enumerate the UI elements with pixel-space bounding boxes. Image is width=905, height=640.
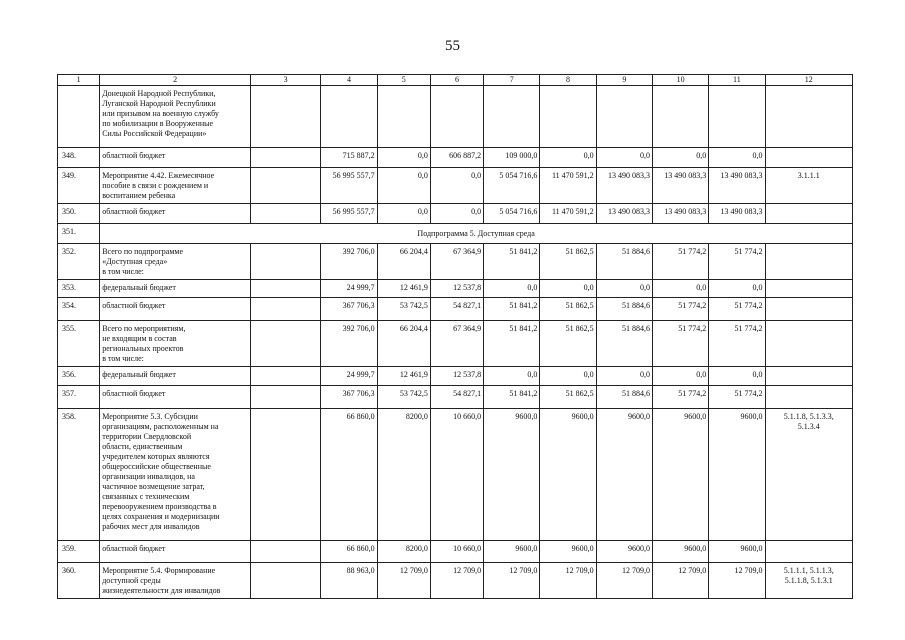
value-cell: [540, 86, 596, 148]
table-row: [58, 409, 853, 541]
empty-cell: [250, 321, 320, 367]
value-cell: 51 774,2: [709, 321, 765, 367]
target-code: [765, 244, 852, 280]
value-cell: 54 827,1: [430, 386, 483, 409]
description-line: Всего по подпрограмме: [102, 247, 184, 256]
table-body: [58, 86, 853, 599]
value-cell: 12 709,0: [596, 563, 652, 599]
target-code-line: 3.1.1.1: [797, 171, 820, 180]
description-line: областной бюджет: [102, 389, 166, 398]
target-code: [765, 298, 852, 321]
value-cell: [596, 86, 652, 148]
column-header: 11: [709, 75, 765, 86]
value-cell: 8200,0: [377, 409, 430, 541]
value-cell: 10 660,0: [430, 541, 483, 563]
row-description: [100, 148, 251, 168]
value-cell: 66 860,0: [321, 409, 377, 541]
description-line: федеральный бюджет: [102, 370, 176, 379]
table-row: [58, 386, 853, 409]
value-cell: [652, 86, 708, 148]
value-cell: 9600,0: [652, 409, 708, 541]
description-line: Донецкой Народной Республики,: [102, 89, 216, 98]
row-index: 354.: [58, 298, 100, 321]
value-cell: 12 709,0: [709, 563, 765, 599]
description-line: рабочих мест для инвалидов: [102, 522, 200, 531]
column-header: 5: [377, 75, 430, 86]
value-cell: 0,0: [709, 280, 765, 298]
value-cell: 51 774,2: [652, 244, 708, 280]
value-cell: [709, 86, 765, 148]
description-line: Мероприятие 5.3. Субсидии: [102, 412, 198, 421]
value-cell: 56 995 557,7: [321, 168, 377, 204]
description-line: целях сохранения и модернизации: [102, 512, 220, 521]
value-cell: 67 364,9: [430, 244, 483, 280]
value-cell: 53 742,5: [377, 386, 430, 409]
description-line: федеральный бюджет: [102, 283, 176, 292]
value-cell: 12 709,0: [377, 563, 430, 599]
target-code: [765, 148, 852, 168]
description-line: областной бюджет: [102, 151, 166, 160]
empty-cell: [250, 148, 320, 168]
value-cell: 0,0: [652, 148, 708, 168]
row-index: 358.: [58, 409, 100, 541]
column-header: 7: [484, 75, 540, 86]
value-cell: 9600,0: [540, 409, 596, 541]
value-cell: 0,0: [540, 367, 596, 386]
description-line: «Доступная среда»: [102, 257, 168, 266]
value-cell: 51 841,2: [484, 298, 540, 321]
row-index: 353.: [58, 280, 100, 298]
description-line: не входящим в состав: [102, 334, 177, 343]
value-cell: 0,0: [430, 168, 483, 204]
empty-cell: [250, 298, 320, 321]
description-line: Мероприятие 4.42. Ежемесячное: [102, 171, 215, 180]
description-line: частичное возмещение затрат,: [102, 482, 205, 491]
value-cell: 51 774,2: [652, 321, 708, 367]
row-index: 357.: [58, 386, 100, 409]
value-cell: 51 774,2: [709, 386, 765, 409]
value-cell: 51 841,2: [484, 244, 540, 280]
value-cell: 5 054 716,6: [484, 204, 540, 224]
value-cell: 9600,0: [709, 409, 765, 541]
value-cell: 392 706,0: [321, 244, 377, 280]
table-row: [58, 563, 853, 599]
value-cell: 12 709,0: [430, 563, 483, 599]
value-cell: 12 537,8: [430, 367, 483, 386]
value-cell: 0,0: [430, 204, 483, 224]
value-cell: 9600,0: [484, 541, 540, 563]
value-cell: 66 204,4: [377, 244, 430, 280]
table-row: [58, 541, 853, 563]
row-description: [100, 204, 251, 224]
value-cell: 51 862,5: [540, 298, 596, 321]
value-cell: 51 774,2: [709, 244, 765, 280]
empty-cell: [250, 541, 320, 563]
column-header: 2: [100, 75, 251, 86]
value-cell: 51 774,2: [709, 298, 765, 321]
empty-cell: [250, 409, 320, 541]
row-index: [58, 86, 100, 148]
value-cell: 88 963,0: [321, 563, 377, 599]
row-description: [100, 563, 251, 599]
description-line: организациям, расположенным на: [102, 422, 219, 431]
value-cell: 12 461,9: [377, 367, 430, 386]
value-cell: 0,0: [377, 204, 430, 224]
value-cell: 5 054 716,6: [484, 168, 540, 204]
value-cell: [430, 86, 483, 148]
value-cell: 0,0: [540, 280, 596, 298]
value-cell: 0,0: [484, 367, 540, 386]
table-row: [58, 244, 853, 280]
value-cell: 0,0: [652, 367, 708, 386]
column-header: 9: [596, 75, 652, 86]
value-cell: 12 461,9: [377, 280, 430, 298]
empty-cell: [250, 204, 320, 224]
value-cell: 12 537,8: [430, 280, 483, 298]
value-cell: [377, 86, 430, 148]
description-line: Всего по мероприятиям,: [102, 324, 186, 333]
row-index: 356.: [58, 367, 100, 386]
description-line: воспитанием ребенка: [102, 191, 176, 200]
value-cell: 0,0: [652, 280, 708, 298]
description-line: доступной среды: [102, 576, 161, 585]
row-description: [100, 367, 251, 386]
value-cell: 9600,0: [484, 409, 540, 541]
row-index: 359.: [58, 541, 100, 563]
description-line: в том числе:: [102, 354, 144, 363]
row-index: 349.: [58, 168, 100, 204]
target-code: [765, 409, 852, 541]
value-cell: 51 841,2: [484, 321, 540, 367]
value-cell: 51 862,5: [540, 386, 596, 409]
description-line: или призывом на военную службу: [102, 109, 219, 118]
value-cell: 0,0: [484, 280, 540, 298]
empty-cell: [250, 244, 320, 280]
value-cell: 10 660,0: [430, 409, 483, 541]
section-title: Подпрограмма 5. Доступная среда: [100, 224, 853, 244]
description-line: перевооружением производства в: [102, 502, 217, 511]
target-code: [765, 367, 852, 386]
target-code: [765, 86, 852, 148]
value-cell: 51 884,6: [596, 244, 652, 280]
description-line: областной бюджет: [102, 207, 166, 216]
target-code-line: 5.1.1.8, 5.1.3.1: [784, 576, 833, 585]
column-header: 3: [250, 75, 320, 86]
table-row: [58, 86, 853, 148]
description-line: Луганской Народной Республики: [102, 99, 216, 108]
value-cell: 0,0: [596, 148, 652, 168]
value-cell: 24 999,7: [321, 367, 377, 386]
empty-cell: [250, 367, 320, 386]
value-cell: 367 706,3: [321, 386, 377, 409]
target-code: [765, 204, 852, 224]
target-code: [765, 541, 852, 563]
target-code: [765, 280, 852, 298]
value-cell: 51 841,2: [484, 386, 540, 409]
value-cell: 66 860,0: [321, 541, 377, 563]
value-cell: 0,0: [377, 168, 430, 204]
row-description: [100, 86, 251, 148]
row-description: [100, 386, 251, 409]
table-row: [58, 367, 853, 386]
empty-cell: [250, 86, 320, 148]
description-line: по мобилизации в Вооруженные: [102, 119, 214, 128]
value-cell: 51 862,5: [540, 321, 596, 367]
value-cell: 54 827,1: [430, 298, 483, 321]
value-cell: [484, 86, 540, 148]
value-cell: 0,0: [377, 148, 430, 168]
description-line: региональных проектов: [102, 344, 184, 353]
value-cell: 51 774,2: [652, 298, 708, 321]
column-header: 4: [321, 75, 377, 86]
value-cell: 9600,0: [709, 541, 765, 563]
target-code-line: 5.1.1.8, 5.1.3.3,: [783, 412, 834, 421]
value-cell: 51 774,2: [652, 386, 708, 409]
value-cell: 11 470 591,2: [540, 204, 596, 224]
value-cell: 13 490 083,3: [652, 204, 708, 224]
target-code-line: 5.1.3.4: [797, 422, 820, 431]
value-cell: 51 884,6: [596, 386, 652, 409]
value-cell: 51 884,6: [596, 298, 652, 321]
value-cell: 67 364,9: [430, 321, 483, 367]
target-code: [765, 386, 852, 409]
row-description: [100, 409, 251, 541]
value-cell: 8200,0: [377, 541, 430, 563]
empty-cell: [250, 563, 320, 599]
value-cell: 24 999,7: [321, 280, 377, 298]
value-cell: 9600,0: [540, 541, 596, 563]
value-cell: [321, 86, 377, 148]
table-row: [58, 148, 853, 168]
row-description: [100, 298, 251, 321]
value-cell: 13 490 083,3: [709, 168, 765, 204]
table-row: [58, 298, 853, 321]
value-cell: 367 706,3: [321, 298, 377, 321]
page-number: 55: [445, 38, 460, 54]
value-cell: 606 887,2: [430, 148, 483, 168]
value-cell: 9600,0: [596, 409, 652, 541]
column-number-row: [58, 75, 853, 86]
target-code: [765, 563, 852, 599]
description-line: областной бюджет: [102, 544, 166, 553]
row-description: [100, 541, 251, 563]
target-code: [765, 321, 852, 367]
value-cell: 109 000,0: [484, 148, 540, 168]
column-header: 1: [58, 75, 100, 86]
empty-cell: [250, 386, 320, 409]
table-row: [58, 168, 853, 204]
row-index: 350.: [58, 204, 100, 224]
description-line: территории Свердловской: [102, 432, 192, 441]
description-line: в том числе:: [102, 267, 144, 276]
value-cell: 53 742,5: [377, 298, 430, 321]
description-line: связанных с техническим: [102, 492, 190, 501]
section-row: [58, 224, 853, 244]
value-cell: 51 862,5: [540, 244, 596, 280]
description-line: области, единственным: [102, 442, 183, 451]
column-header: 12: [765, 75, 852, 86]
column-header: 6: [430, 75, 483, 86]
row-index: 348.: [58, 148, 100, 168]
value-cell: 0,0: [540, 148, 596, 168]
column-header: 8: [540, 75, 596, 86]
value-cell: 13 490 083,3: [652, 168, 708, 204]
row-index: 360.: [58, 563, 100, 599]
row-index: 351.: [58, 224, 100, 244]
value-cell: 9600,0: [652, 541, 708, 563]
value-cell: 56 995 557,7: [321, 204, 377, 224]
row-index: 355.: [58, 321, 100, 367]
description-line: Мероприятие 5.4. Формирование: [102, 566, 216, 575]
empty-cell: [250, 168, 320, 204]
value-cell: 12 709,0: [484, 563, 540, 599]
value-cell: 0,0: [596, 280, 652, 298]
target-code-line: 5.1.1.1, 5.1.1.3,: [783, 566, 834, 575]
value-cell: 0,0: [709, 148, 765, 168]
budget-table: [57, 74, 853, 599]
table-row: [58, 280, 853, 298]
value-cell: 13 490 083,3: [596, 168, 652, 204]
row-index: 352.: [58, 244, 100, 280]
value-cell: 9600,0: [596, 541, 652, 563]
value-cell: 12 709,0: [652, 563, 708, 599]
row-description: [100, 321, 251, 367]
value-cell: 715 887,2: [321, 148, 377, 168]
value-cell: 0,0: [596, 367, 652, 386]
value-cell: 12 709,0: [540, 563, 596, 599]
empty-cell: [250, 280, 320, 298]
description-line: Силы Российской Федерации»: [102, 129, 207, 138]
value-cell: 392 706,0: [321, 321, 377, 367]
description-line: областной бюджет: [102, 301, 166, 310]
description-line: общероссийские общественные: [102, 462, 211, 471]
description-line: пособие в связи с рождением и: [102, 181, 209, 190]
table-row: [58, 321, 853, 367]
value-cell: 11 470 591,2: [540, 168, 596, 204]
target-code: [765, 168, 852, 204]
value-cell: 0,0: [709, 367, 765, 386]
description-line: организации инвалидов, на: [102, 472, 195, 481]
description-line: учредителем которых являются: [102, 452, 210, 461]
row-description: [100, 280, 251, 298]
value-cell: 51 884,6: [596, 321, 652, 367]
row-description: [100, 168, 251, 204]
table-row: [58, 204, 853, 224]
column-header: 10: [652, 75, 708, 86]
value-cell: 13 490 083,3: [596, 204, 652, 224]
description-line: жизнедеятельности для инвалидов: [102, 586, 221, 595]
value-cell: 66 204,4: [377, 321, 430, 367]
row-description: [100, 244, 251, 280]
value-cell: 13 490 083,3: [709, 204, 765, 224]
